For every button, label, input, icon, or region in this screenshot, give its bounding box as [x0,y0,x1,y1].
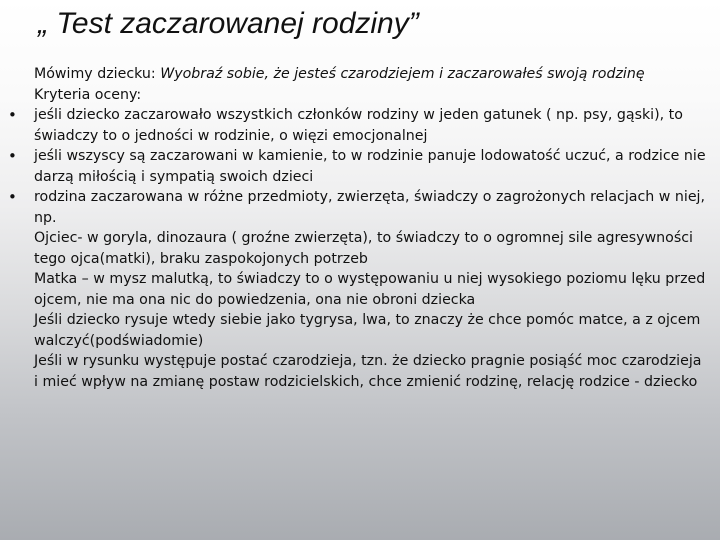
detail-text: Jeśli dziecko rysuje wtedy siebie jako tygrysa, lwa, to znaczy że chce pomóc matce, a z ojcem walczyć(podświadomie) [34,312,701,349]
criteria-heading-text: Kryteria oceny: [34,86,142,103]
detail-paragraph [0,228,706,269]
bullet-text: • rodzina zaczarowana w różne przedmioty, zwierzęta, świadczy o zagrożonych relacjach w niej, np. [34,189,706,226]
bullet-text: • jeśli wszyscy są zaczarowani w kamienie, to w rodzinie panuje lodowatość uczuć, a rodzice nie darzą miłością i sympatią swoich dzieci [34,148,706,185]
detail-paragraph [0,269,706,310]
criteria-heading [0,85,706,106]
detail-paragraph [0,351,706,392]
bullet-item [0,187,706,228]
bullet-item [0,146,706,187]
slide-title: „ Test zaczarowanej rodziny” [38,7,419,40]
intro-text [34,64,706,85]
detail-paragraph [0,310,706,351]
detail-text: Matka – w mysz malutką, to świadczy to o występowaniu u niej wysokiego poziomu lęku przed ojcem, nie ma ona nic do powiedzenia, ona nie obroni dziecka [34,271,706,308]
bullet-item [0,105,706,146]
intro-label: Mówimy dziecku: [34,66,161,82]
intro-paragraph [0,64,706,85]
detail-text: Jeśli w rysunku występuje postać czarodzieja, tzn. że dziecko pragnie posiąść moc czarodzieja i mieć wpływ na zmianę postaw rodzicielskich, chce zmienić rodzinę, relację rodzice - dziecko [34,353,702,390]
bullet-text: • jeśli dziecko zaczarowało wszystkich członków rodziny w jeden gatunek ( np. psy, gąski), to świadczy to o jedności w rodzinie, o więzi emocjonalnej [34,107,683,144]
detail-text: Ojciec- w goryla, dinozaura ( groźne zwierzęta), to świadczy to o ogromnej sile agresywności tego ojca(matki), braku zaspokojonych potrzeb [34,230,693,267]
slide-body [0,64,720,392]
intro-instruction: Wyobraź sobie, że jesteś czarodziejem i zaczarowałeś swoją rodzinę [160,66,645,82]
